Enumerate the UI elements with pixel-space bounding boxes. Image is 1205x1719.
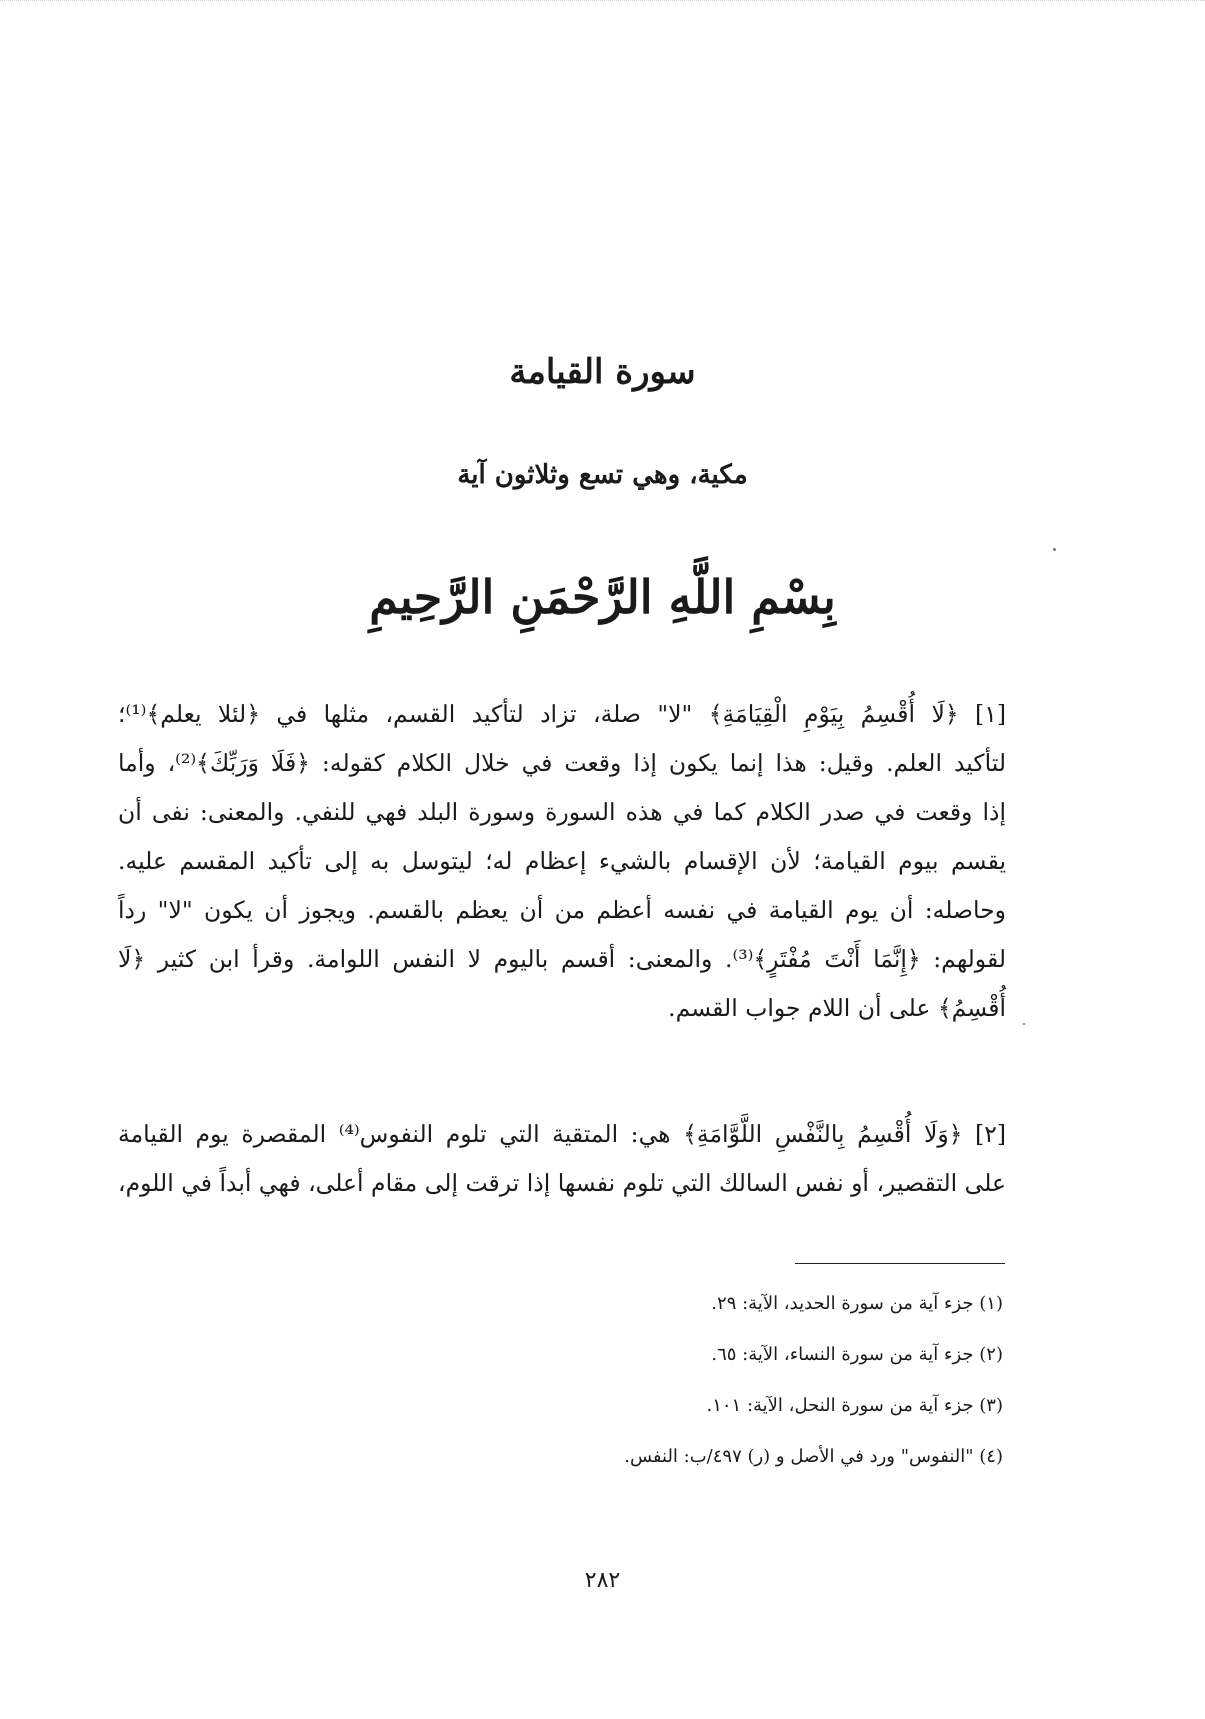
- text-line: أُقْسِمُ﴾ على أن اللام جواب القسم.: [668, 994, 1006, 1022]
- footnote-4: (٤) "النفوس" ورد في الأصل و (ر) ٤٩٧/ب: النفس.: [624, 1446, 1003, 1467]
- text-line: وحاصله: أن يوم القيامة في نفسه أعظم من أن يعظم بالقسم. ويجوز أن يكون "لا" رداً: [118, 896, 1006, 924]
- basmala: بِسْمِ اللَّهِ الرَّحْمَنِ الرَّحِيمِ: [369, 570, 836, 624]
- surah-title: سورة القيامة: [509, 352, 696, 392]
- top-edge-rule: [0, 0, 1205, 1]
- text-line: [٢] ﴿وَلَا أُقْسِمُ بِالنَّفْسِ اللَّوَّامَةِ﴾ هي: المتقية التي تلوم النفوس⁽⁴⁾ المقصرة يوم القيامة: [118, 1120, 1006, 1148]
- text-line: لقولهم: ﴿إِنَّمَا أَنْتَ مُفْتَرٍ﴾⁽³⁾. والمعنى: أقسم باليوم لا النفس اللوامة. وقرأ ابن كثير ﴿لَا: [118, 945, 1006, 973]
- commentary-paragraph-1: [118, 690, 1006, 1033]
- surah-subtitle: مكية، وهي تسع وثلاثون آية: [457, 460, 748, 490]
- footnote-separator: [795, 1263, 1005, 1264]
- page-number: ٢٨٢: [584, 1568, 621, 1593]
- footnote-2: (٢) جزء آية من سورة النساء، الآية: ٦٥.: [711, 1344, 1003, 1365]
- scan-speck: [1023, 1023, 1025, 1025]
- text-line: على التقصير، أو نفس السالك التي تلوم نفسها إذا ترقت إلى مقام أعلى، فهي أبداً في اللوم،: [118, 1169, 1006, 1197]
- scan-speck: [1053, 548, 1056, 551]
- text-line: [١] ﴿لَا أُقْسِمُ بِيَوْمِ الْقِيَامَةِ﴾ "لا" صلة، تزاد لتأكيد القسم، مثلها في ﴿لئلا يعلم﴾⁽¹⁾؛: [118, 700, 1006, 728]
- footnotes: [118, 1288, 1003, 1492]
- commentary-paragraph-2: [118, 1110, 1006, 1208]
- footnote-1: (١) جزء آية من سورة الحديد، الآية: ٢٩.: [711, 1293, 1003, 1314]
- text-line: إذا وقعت في صدر الكلام كما في هذه السورة وسورة البلد فهي للنفي. والمعنى: نفى أن: [118, 798, 1006, 826]
- text-line: لتأكيد العلم. وقيل: هذا إنما يكون إذا وقعت في خلال الكلام كقوله: ﴿فَلَا وَرَبِّكَ﴾⁽²⁾، وأما: [118, 749, 1006, 777]
- footnote-3: (٣) جزء آية من سورة النحل، الآية: ١٠١.: [706, 1395, 1003, 1416]
- text-line: يقسم بيوم القيامة؛ لأن الإقسام بالشيء إعظام له؛ ليتوسل به إلى تأكيد المقسم عليه.: [118, 847, 1006, 875]
